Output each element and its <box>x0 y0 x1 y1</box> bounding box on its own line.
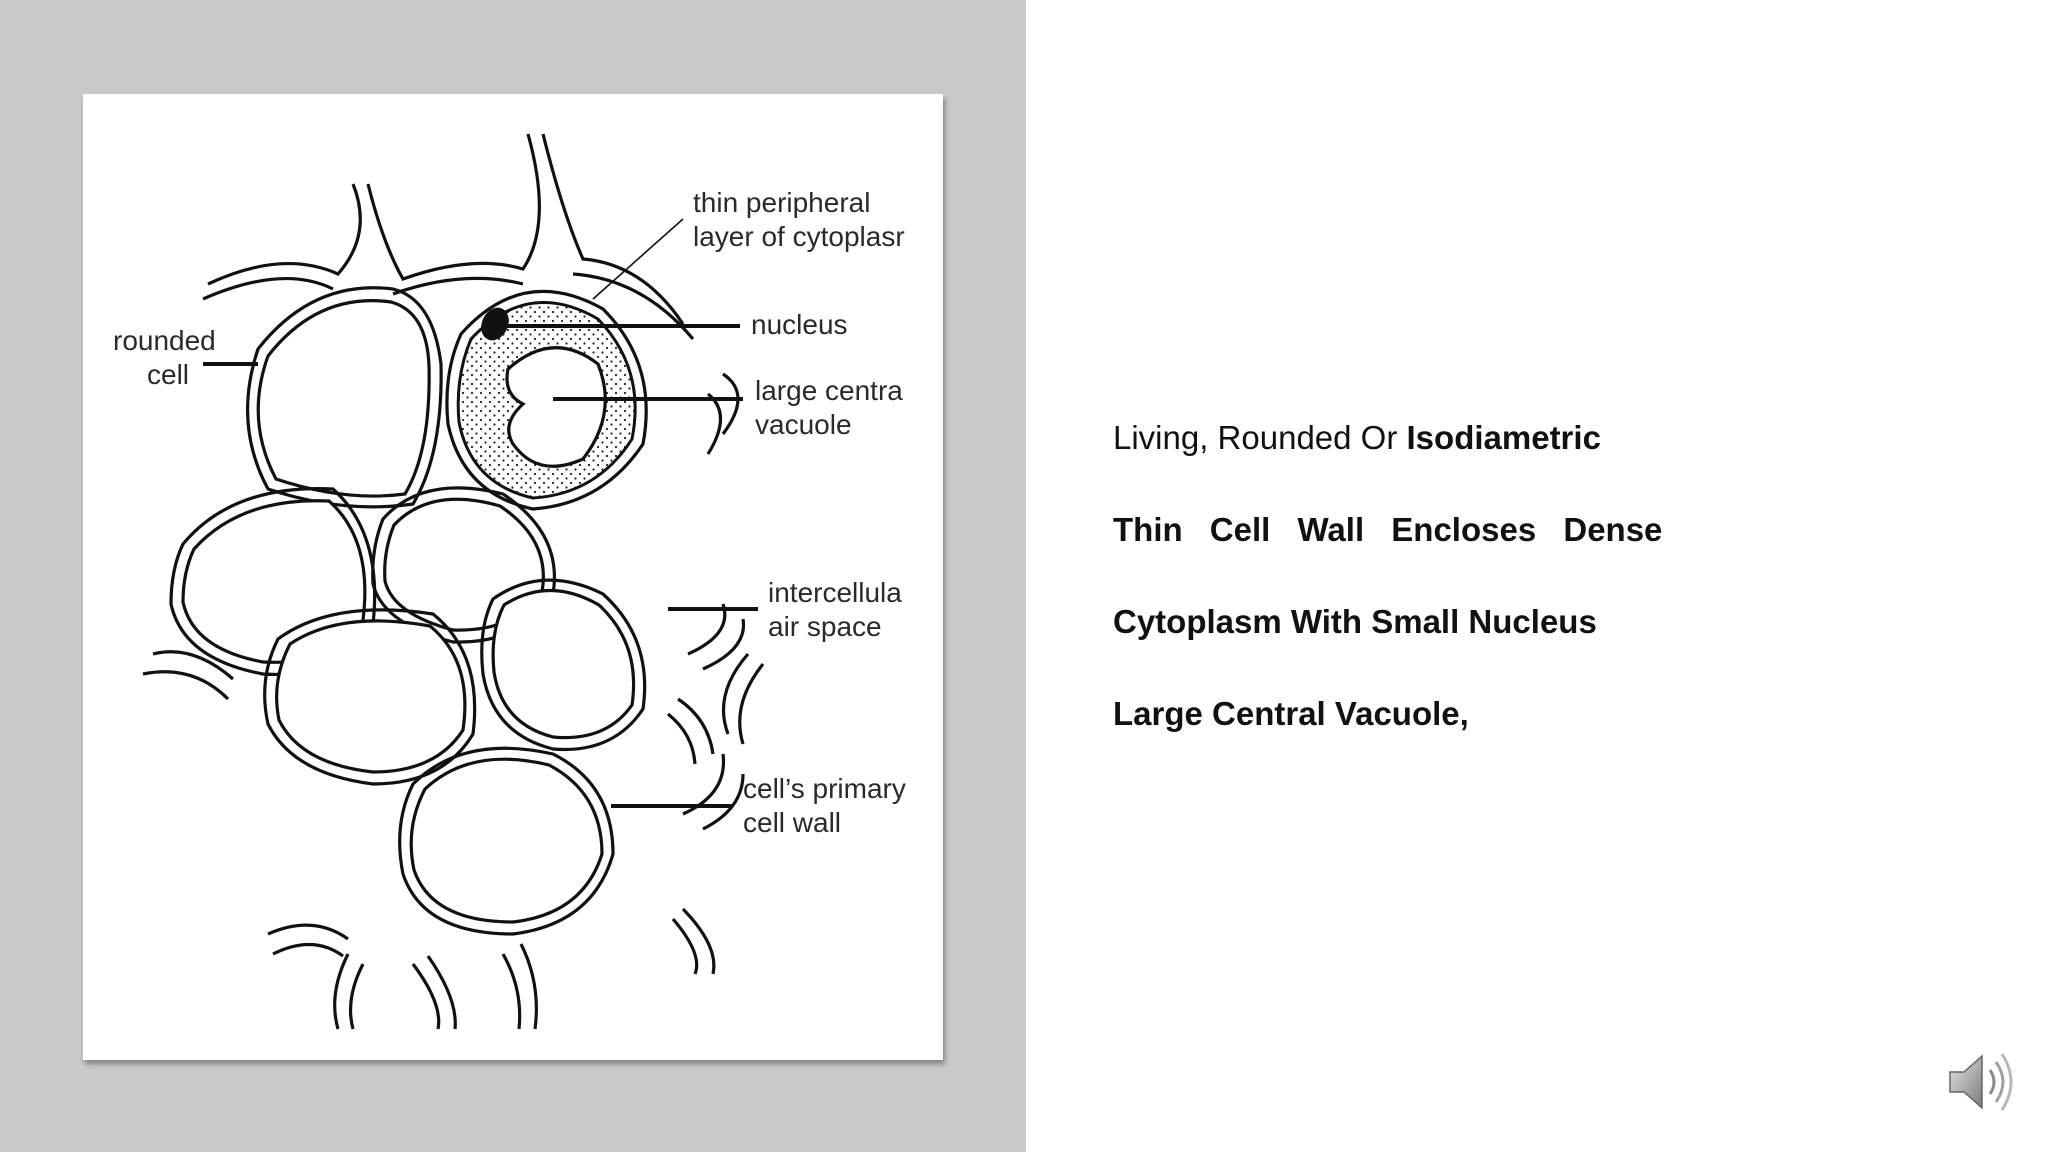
cell-diagram-svg <box>83 94 943 1060</box>
slide-text <box>1113 412 1973 780</box>
bullet-line-3: Cytoplasm With Small Nucleus <box>1113 603 1597 640</box>
label-rounded-1: rounded <box>113 325 216 356</box>
label-primary-wall-1: cell’s primary <box>743 773 906 804</box>
parenchyma-diagram <box>83 94 943 1060</box>
label-nucleus: nucleus <box>751 309 848 340</box>
label-intercellular-1: intercellula <box>768 577 902 608</box>
label-intercellular-2: air space <box>768 611 882 642</box>
speaker-icon[interactable] <box>1944 1046 2016 1118</box>
label-vacuole-1: large centra <box>755 375 903 406</box>
label-thin-peripheral-2: layer of cytoplasr <box>693 221 905 252</box>
bullet-1-normal: Living, Rounded Or <box>1113 419 1407 456</box>
label-vacuole-2: vacuole <box>755 409 852 440</box>
label-primary-wall-2: cell wall <box>743 807 842 838</box>
label-rounded-2: cell <box>147 359 190 390</box>
cell-intercellular-right <box>482 580 645 749</box>
bullet-line-4: Large Central Vacuole, <box>1113 695 1469 732</box>
bullet-line-1 <box>1113 412 1973 504</box>
bullet-1-bold: Isodiametric <box>1406 419 1601 456</box>
bullet-line-2: Thin Cell Wall Encloses Dense <box>1113 511 1663 548</box>
cell-lower <box>400 748 613 934</box>
label-thin-peripheral-1: thin peripheral <box>693 187 871 218</box>
cell-rounded <box>248 288 442 507</box>
